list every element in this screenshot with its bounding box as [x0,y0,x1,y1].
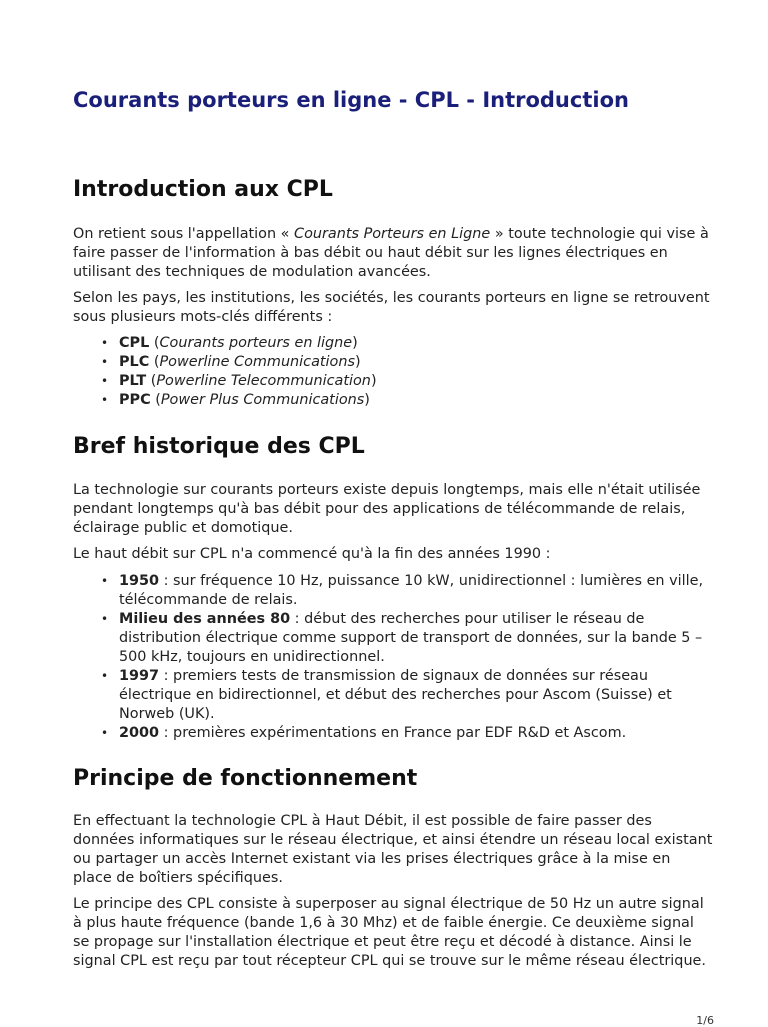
history-paragraph-2: Le haut débit sur CPL n'a commencé qu'à la fin des années 1990 : [73,546,551,562]
list-item [73,610,713,667]
intro-paragraph-1 [73,225,713,282]
list-item [73,724,713,743]
term-abbr: PLC [119,354,150,370]
principle-paragraph-2: Le principe des CPL consiste à superposer au signal électrique de 50 Hz un autre signal à plus haute fréquence (bande 1,6 à 30 Mhz) et de faible énergie. Ce deuxième signal se propage sur l'installation électrique et peut être reçu et décodé à distance. Ainsi le signal CPL est reçu par tout récepteur CPL qui se trouve sur le même réseau électrique. [73,896,706,969]
list-item: • PLT (Powerline Telecommunication) [73,372,713,391]
terms-list [73,334,713,410]
event-date: 2000 [119,725,160,741]
event-text: : début des recherches pour utiliser le réseau de distribution électrique comme support de transport de données, sur la bande 5 – 500 kHz, toujours en unidirectionnel. [119,611,703,665]
section-heading-historique: Bref historique des CPL [73,434,365,459]
list-item [73,572,713,610]
principle-paragraph-1: En effectuant la technologie CPL à Haut Débit, il est possible de faire passer des données informatiques sur le réseau électrique, et ainsi étendre un réseau local existant ou partager un accès Internet existant via les prises électriques grâce à la mise en place de boîtiers spécifiques. [73,813,713,886]
term-full: Powerline Communications [159,354,355,370]
term-full: Power Plus Communications [160,392,365,408]
section-heading-principe: Principe de fonctionnement [73,766,418,791]
event-text: : sur fréquence 10 Hz, puissance 10 kW, unidirectionnel : lumières en ville, télécommande de relais. [119,573,704,608]
list-item: • PPC (Power Plus Communications) [73,391,713,410]
intro-p1-emphasis: Courants Porteurs en Ligne [294,226,491,242]
event-date: 1950 [119,573,160,589]
list-item [73,667,713,724]
intro-paragraph-2: Selon les pays, les institutions, les sociétés, les courants porteurs en ligne se retrouvent sous plusieurs mots-clés différents : [73,290,710,325]
term-abbr: PPC [119,392,151,408]
intro-p1-before: On retient sous l'appellation « [73,226,295,242]
term-full: Powerline Telecommunication [156,373,371,389]
page-number: 1/6 [696,1014,714,1027]
document-title: Courants porteurs en ligne - CPL - Introduction [73,88,629,112]
event-text: : premiers tests de transmission de signaux de données sur réseau électrique en bidirectionnel, et début des recherches pour Ascom (Suisse) et Norweb (UK). [119,668,672,722]
list-item: • CPL (Courants porteurs en ligne) [73,334,713,353]
list-item: • PLC (Powerline Communications) [73,353,713,372]
section-heading-introduction: Introduction aux CPL [73,177,333,202]
history-paragraph-1: La technologie sur courants porteurs existe depuis longtemps, mais elle n'était utilisée pendant longtemps qu'à bas débit pour des applications de télécommande de relais, éclairage public et domotique. [73,482,701,536]
event-date: Milieu des années 80 [119,611,291,627]
term-full: Courants porteurs en ligne [159,335,353,351]
intro-p1-after: » toute technologie qui vise à faire passer de l'information à bas débit ou haut débit sur les lignes électriques en utilisant des techniques de modulation avancées. [73,226,709,280]
term-abbr: CPL [119,335,150,351]
event-date: 1997 [119,668,160,684]
term-abbr: PLT [119,373,147,389]
history-list [73,572,713,743]
event-text: : premières expérimentations en France par EDF R&D et Ascom. [159,725,627,741]
